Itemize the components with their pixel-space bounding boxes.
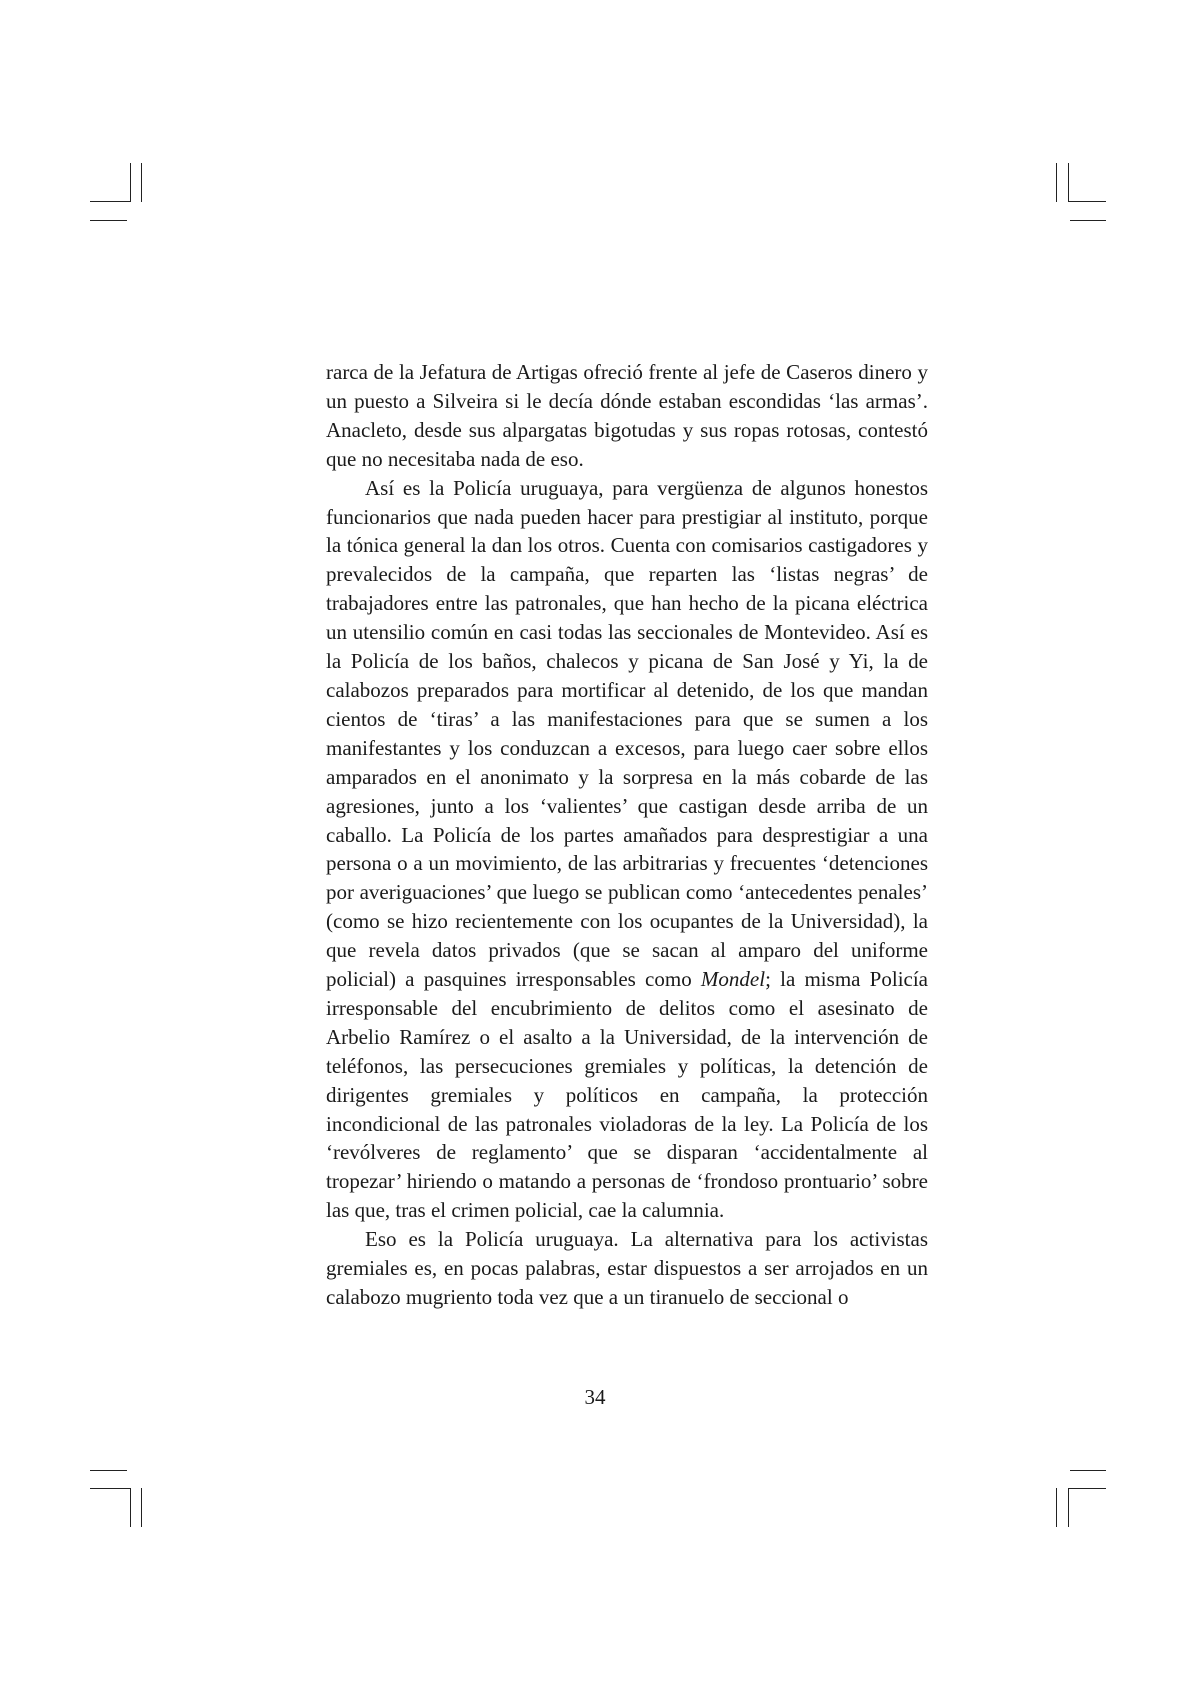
- page-number: 34: [584, 1385, 606, 1409]
- crop-mark-bottom-right-bleed: [1070, 1470, 1106, 1471]
- crop-mark-top-left-vertical-inner: [130, 163, 131, 202]
- crop-mark-top-right-bleed: [1070, 220, 1106, 221]
- crop-mark-bottom-left-vertical-outer: [141, 1488, 142, 1527]
- crop-mark-top-left-bleed: [90, 220, 127, 221]
- paragraph-2-text-before: Así es la Policía uruguaya, para vergüenza de algunos honestos funcionarios que nada pueden hacer para prestigiar al instituto, porque la tónica general la dan los otros. Cuenta con comisarios castigadores y prevalecidos de la campaña, que reparten las ‘listas negras’ de trabajadores entre las patronales, que han hecho de la picana eléctrica un utensilio común en casi todas las seccionales de Montevideo. Así es la Policía de los baños, chalecos y picana de San José y Yi, la de calabozos preparados para mortificar al detenido, de los que mandan cientos de ‘tiras’ a las manifestaciones para que se sumen a los manifestantes y los conduzcan a excesos, para luego caer sobre ellos amparados en el anonimato y la sorpresa en la más cobarde de las agresiones, junto a los ‘valientes’ que castigan desde arriba de un caballo. La Policía de los partes amañados para desprestigiar a una persona o a un movimiento, de las arbitrarias y frecuentes ‘detenciones por averiguaciones’ que luego se publican como ‘antecedentes penales’ (como se hizo recientemente con los ocupantes de la Universidad), la que revela datos privados (que se sacan al amparo del uniforme policial) a pasquines irresponsables como: [326, 475, 928, 992]
- paragraph-2: [326, 474, 928, 1226]
- paragraph-2-text-after: ; la misma Policía irresponsable del encubrimiento de delitos como el asesinato de Arbelio Ramírez o el asalto a la Universidad, de la intervención de teléfonos, las persecuciones gremiales y políticas, la detención de dirigentes gremiales y políticos en campaña, la protección incondicional de las patronales violadoras de la ley. La Policía de los ‘revólveres de reglamento’ que se disparan ‘accidentalmente al tropezar’ hiriendo o matando a personas de ‘frondoso prontuario’ sobre las que, tras el crimen policial, cae la calumnia.: [326, 967, 928, 1223]
- crop-mark-bottom-right-vertical-inner: [1068, 1488, 1069, 1527]
- crop-mark-bottom-right-vertical-outer: [1056, 1488, 1057, 1527]
- paragraph-3: Eso es la Policía uruguaya. La alternativa para los activistas gremiales es, en pocas palabras, estar dispuestos a ser arrojados en un calabozo mugriento toda vez que a un tiranuelo de seccional o: [326, 1227, 928, 1309]
- body-text: [326, 358, 928, 1312]
- crop-mark-top-right-vertical-outer: [1056, 163, 1057, 202]
- italic-title: Mondel: [700, 967, 766, 992]
- crop-mark-top-left-vertical-outer: [141, 163, 142, 202]
- crop-mark-top-left-horizontal: [90, 201, 130, 202]
- crop-mark-bottom-left-vertical-inner: [130, 1488, 131, 1527]
- crop-mark-top-right-horizontal: [1068, 201, 1106, 202]
- crop-mark-bottom-left-bleed: [90, 1470, 127, 1471]
- crop-mark-bottom-left-horizontal: [90, 1488, 131, 1489]
- crop-mark-top-right-vertical-inner: [1068, 163, 1069, 202]
- paragraph-1: rarca de la Jefatura de Artigas ofreció frente al jefe de Caseros dinero y un puesto a Silveira si le decía dónde estaban escondidas ‘las armas’. Anacleto, desde sus alpargatas bigotudas y sus ropas rotosas, contestó que no necesitaba nada de eso.: [326, 360, 928, 471]
- crop-mark-bottom-right-horizontal: [1068, 1488, 1106, 1489]
